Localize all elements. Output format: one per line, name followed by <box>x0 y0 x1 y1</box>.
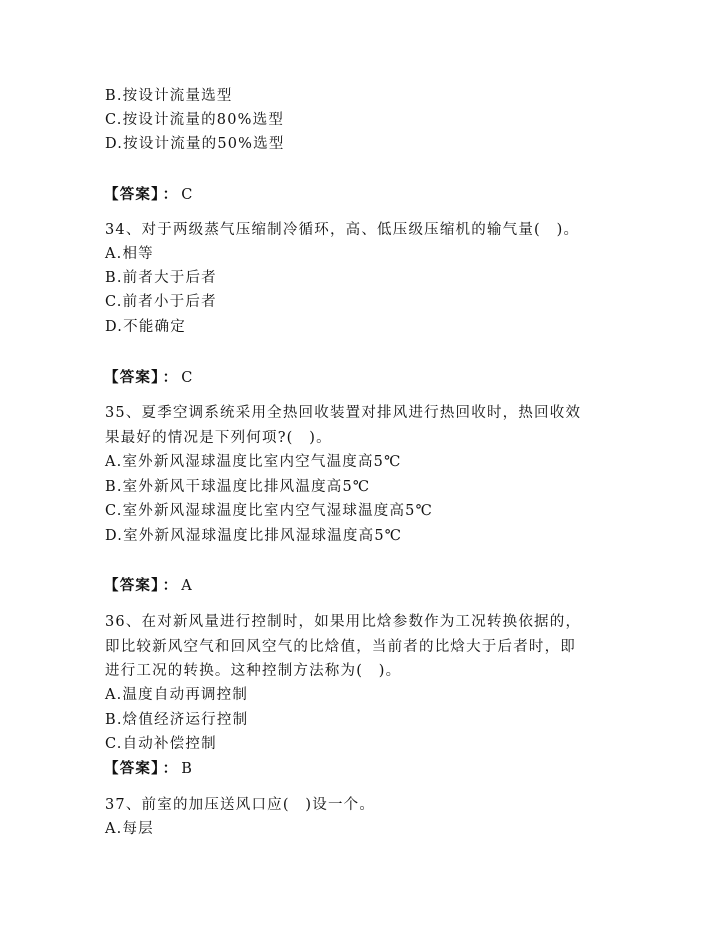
option-a-q35: A.室外新风湿球温度比室内空气温度高5℃ <box>105 454 402 470</box>
answer-colon: ： <box>162 760 179 777</box>
option-c-q35: C.室外新风湿球温度比室内空气湿球温度高5℃ <box>105 503 434 519</box>
answer-label: 【答案】 <box>104 577 160 594</box>
question-37: 37、前室的加压送风口应( )设一个。 <box>105 797 376 813</box>
answer-q36 <box>104 759 193 779</box>
option-b-q36: B.焓值经济运行控制 <box>105 712 249 728</box>
answer-colon: ： <box>162 577 179 594</box>
answer-q33 <box>104 185 194 205</box>
option-b-q33: B.按设计流量选型 <box>105 88 233 104</box>
answer-value: C <box>181 370 194 386</box>
option-b-q35: B.室外新风干球温度比排风温度高5℃ <box>105 479 371 495</box>
answer-label: 【答案】 <box>104 369 160 386</box>
answer-q34 <box>104 368 194 388</box>
answer-label: 【答案】 <box>104 186 160 203</box>
question-35-line1: 35、夏季空调系统采用全热回收装置对排风进行热回收时，热回收效 <box>105 405 582 421</box>
option-b-q34: B.前者大于后者 <box>105 270 217 286</box>
option-a-q37: A.每层 <box>105 821 154 837</box>
option-a-q36: A.温度自动再调控制 <box>105 687 249 703</box>
question-34: 34、对于两级蒸气压缩制冷循环，高、低压级压缩机的输气量( )。 <box>105 222 580 238</box>
option-c-q36: C.自动补偿控制 <box>105 736 217 752</box>
option-d-q33: D.按设计流量的50%选型 <box>105 136 285 152</box>
option-d-q34: D.不能确定 <box>105 319 186 335</box>
question-36-line3: 进行工况的转换。这种控制方法称为( )。 <box>105 663 402 679</box>
answer-label: 【答案】 <box>104 760 160 777</box>
answer-colon: ： <box>162 186 179 203</box>
question-35-line2: 果最好的情况是下列何项?( )。 <box>105 430 332 446</box>
answer-value: A <box>181 578 193 594</box>
option-d-q35: D.室外新风湿球温度比排风湿球温度高5℃ <box>105 528 403 544</box>
answer-q35 <box>104 576 193 596</box>
question-36-line1: 36、在对新风量进行控制时，如果用比焓参数作为工况转换依据的， <box>105 614 582 630</box>
question-36-line2: 即比较新风空气和回风空气的比焓值，当前者的比焓大于后者时，即 <box>105 639 576 655</box>
answer-value: C <box>181 187 194 203</box>
option-c-q34: C.前者小于后者 <box>105 294 217 310</box>
answer-value: B <box>181 761 194 777</box>
option-a-q34: A.相等 <box>105 246 154 262</box>
option-c-q33: C.按设计流量的80%选型 <box>105 112 285 128</box>
answer-colon: ： <box>162 369 179 386</box>
